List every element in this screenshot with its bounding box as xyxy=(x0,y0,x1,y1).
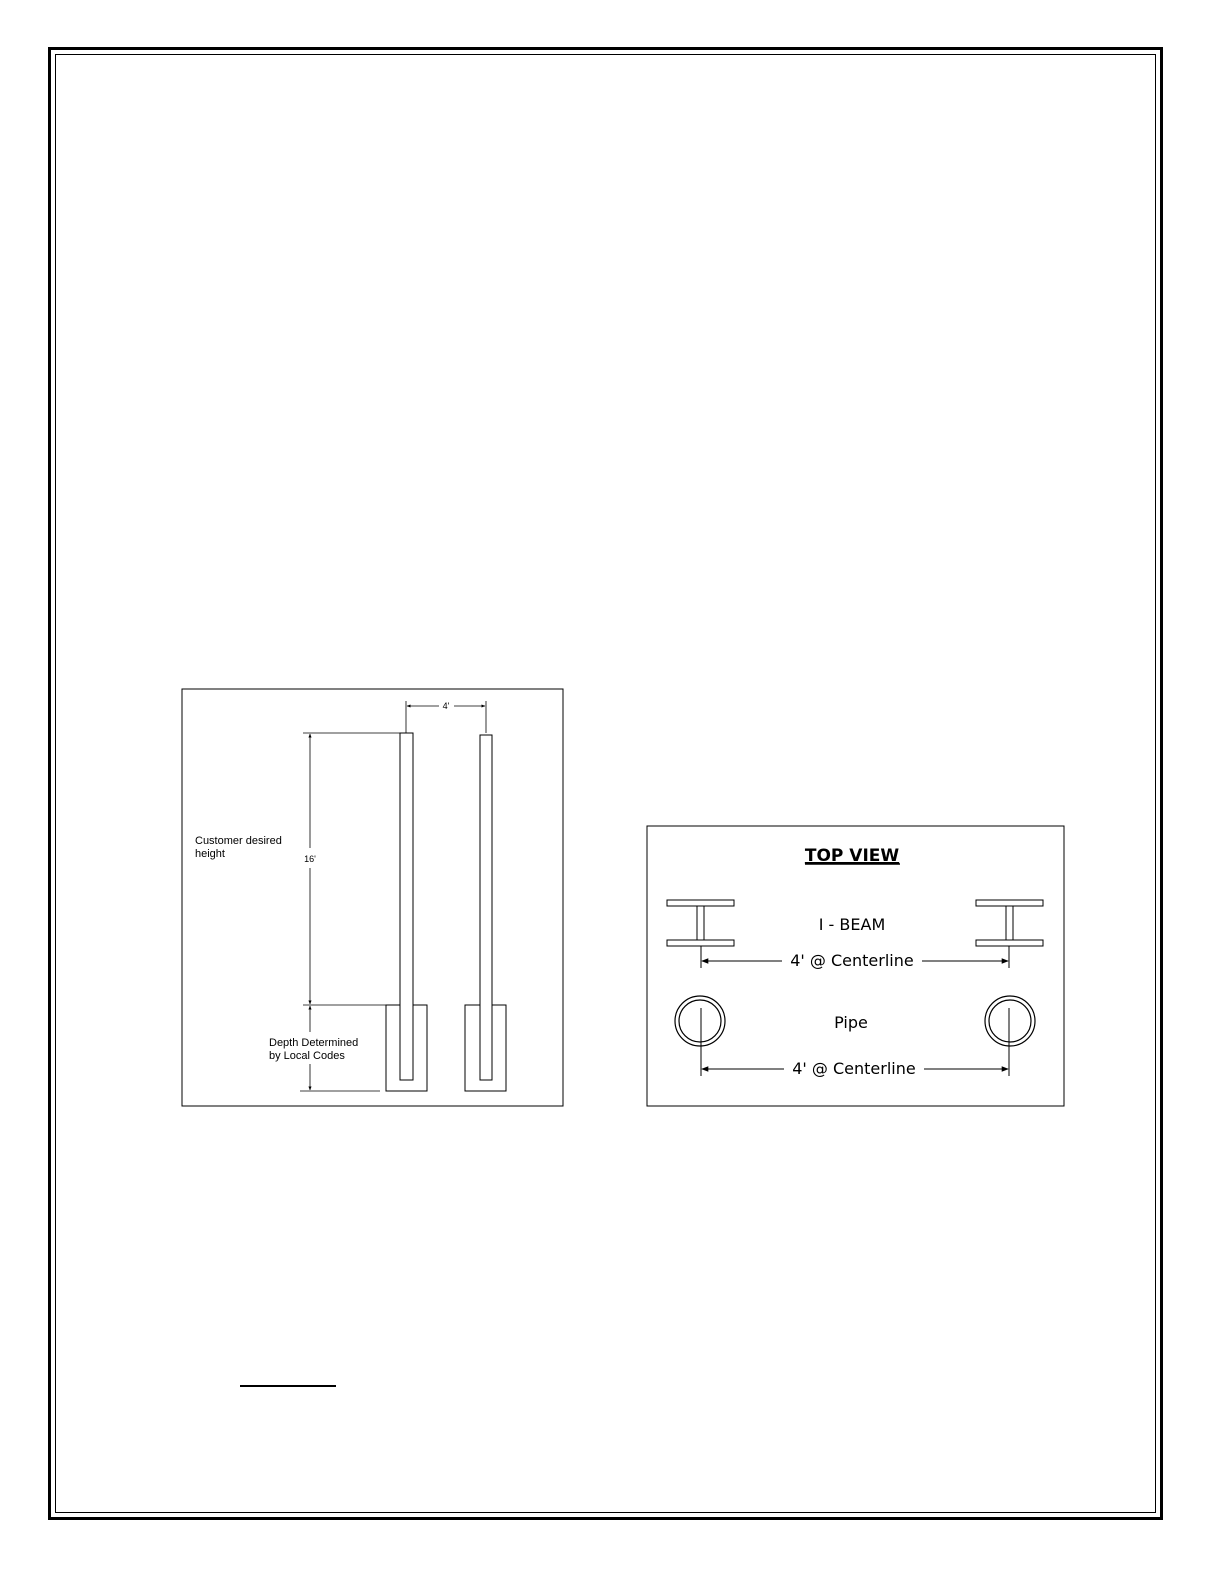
post-spacing-label: 4' xyxy=(442,701,450,711)
depth-label-line1: Depth Determined xyxy=(269,1037,359,1049)
customer-height-label-line1: Customer desired xyxy=(195,835,282,847)
customer-height-label-line2: height xyxy=(195,848,225,860)
side-view-diagram xyxy=(182,689,563,1106)
top-view-title: TOP VIEW xyxy=(804,846,900,866)
height-label: 16' xyxy=(304,854,316,864)
top-view-diagram xyxy=(647,826,1064,1106)
pipe-label: Pipe xyxy=(834,1013,868,1032)
ibeam-spacing-label: 4' @ Centerline xyxy=(790,951,914,970)
depth-label-line2: by Local Codes xyxy=(269,1050,345,1062)
left-post xyxy=(400,733,413,1080)
ibeam-label: I - BEAM xyxy=(818,915,886,934)
pipe-spacing-label: 4' @ Centerline xyxy=(792,1059,916,1078)
right-post xyxy=(480,735,492,1080)
signature-line xyxy=(240,1385,336,1387)
